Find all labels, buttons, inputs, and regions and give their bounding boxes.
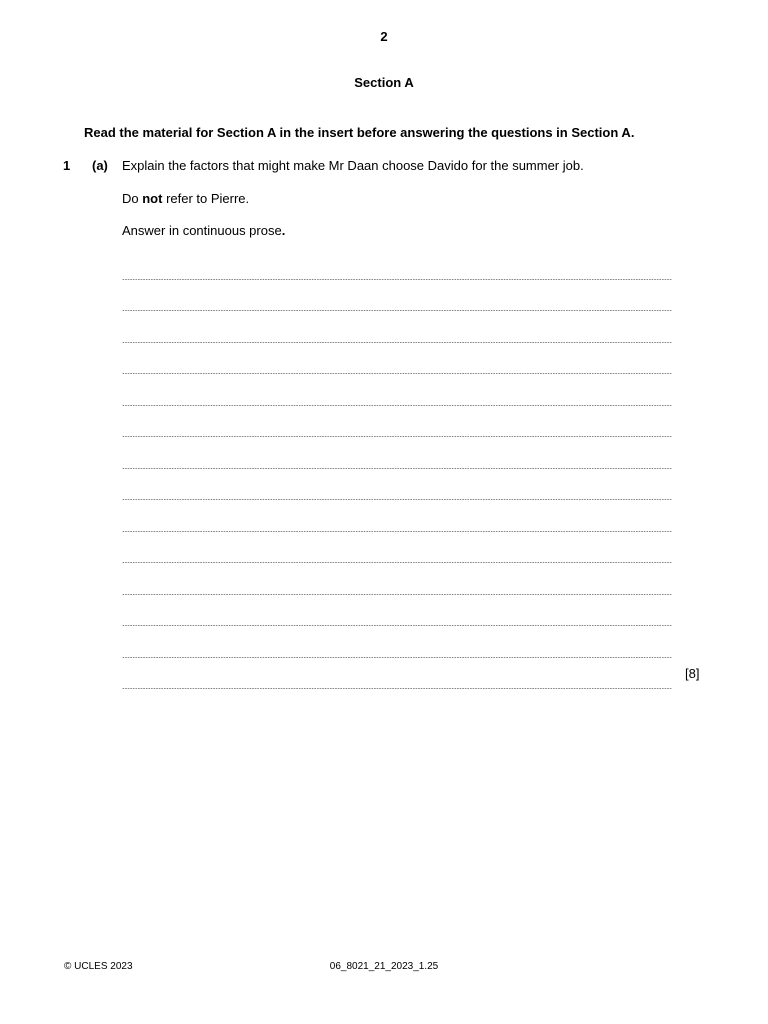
- question-format-instruction: [122, 223, 285, 238]
- answer-line[interactable]: [122, 414, 672, 446]
- dotted-rule: [122, 468, 672, 469]
- answer-line[interactable]: [122, 603, 672, 635]
- section-instruction: Read the material for Section A in the insert before answering the questions in Section A.: [84, 125, 635, 140]
- dotted-rule: [122, 562, 672, 563]
- dotted-rule: [122, 625, 672, 626]
- format-period: .: [281, 223, 286, 238]
- dotted-rule: [122, 342, 672, 343]
- question-part: (a): [92, 158, 108, 173]
- dotted-rule: [122, 531, 672, 532]
- answer-line[interactable]: [122, 288, 672, 320]
- question-number: 1: [63, 158, 71, 173]
- question-note: [122, 191, 249, 206]
- question-note-bold: not: [142, 191, 163, 206]
- dotted-rule: [122, 373, 672, 374]
- footer-copyright: © UCLES 2023: [64, 961, 133, 972]
- answer-line[interactable]: [122, 445, 672, 477]
- answer-area[interactable]: [122, 256, 672, 697]
- answer-line[interactable]: [122, 477, 672, 509]
- dotted-rule: [122, 405, 672, 406]
- marks-label: [8]: [685, 666, 700, 681]
- dotted-rule: [122, 688, 672, 689]
- dotted-rule: [122, 310, 672, 311]
- answer-line[interactable]: [122, 256, 672, 288]
- dotted-rule: [122, 594, 672, 595]
- answer-line[interactable]: [122, 319, 672, 351]
- question-note-suffix: refer to Pierre.: [162, 191, 250, 206]
- answer-line[interactable]: [122, 666, 672, 698]
- answer-line[interactable]: [122, 351, 672, 383]
- footer-code: 06_8021_21_2023_1.25: [329, 961, 439, 972]
- dotted-rule: [122, 279, 672, 280]
- answer-line[interactable]: [122, 571, 672, 603]
- section-heading: Section A: [354, 75, 414, 90]
- answer-line[interactable]: [122, 508, 672, 540]
- answer-line[interactable]: [122, 540, 672, 572]
- format-text: Answer in continuous prose: [122, 223, 282, 238]
- dotted-rule: [122, 657, 672, 658]
- dotted-rule: [122, 436, 672, 437]
- answer-line[interactable]: [122, 634, 672, 666]
- page-number: 2: [380, 29, 388, 44]
- dotted-rule: [122, 499, 672, 500]
- answer-line[interactable]: [122, 382, 672, 414]
- question-prompt: Explain the factors that might make Mr Daan choose Davido for the summer job.: [122, 158, 584, 173]
- question-note-prefix: Do: [122, 191, 143, 206]
